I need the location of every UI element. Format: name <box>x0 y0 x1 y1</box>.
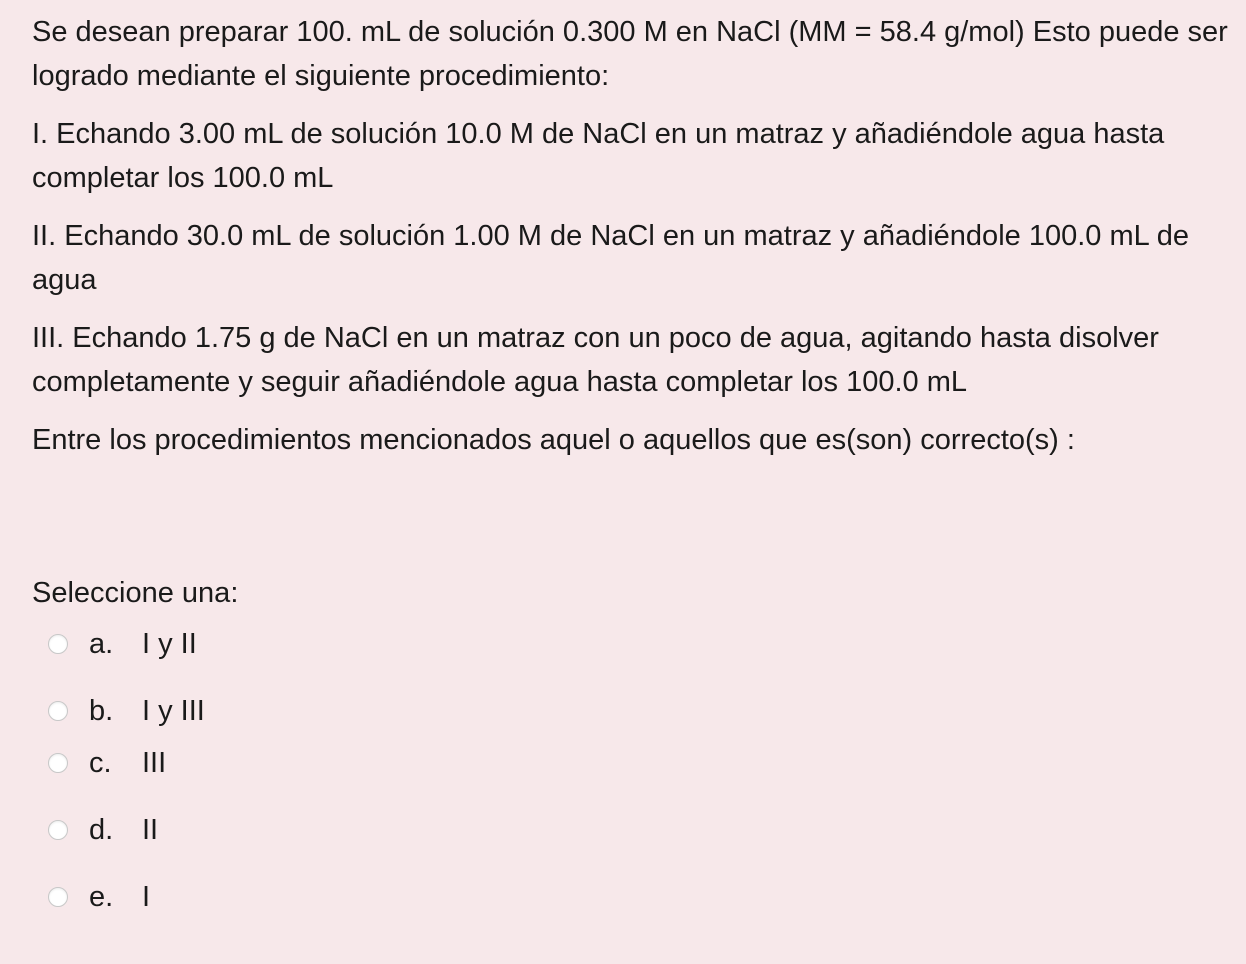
option-text: I y II <box>142 627 197 660</box>
select-prompt: Seleccione una: <box>32 577 239 609</box>
procedure-i: I. Echando 3.00 mL de solución 10.0 M de NaCl en un matraz y añadiéndole agua hasta completar los 100.0 mL <box>32 118 1165 194</box>
option-letter: a. <box>89 627 114 660</box>
radio-option-c[interactable] <box>48 753 68 773</box>
option-text: I <box>142 880 151 913</box>
question-statement: Se desean preparar 100. mL de solución 0.300 M en NaCl (MM = 58.4 g/mol) Esto puede ser logrado mediante el siguiente procedimiento: <box>32 16 1228 92</box>
question-container <box>32 10 1232 476</box>
option-text: III <box>142 746 167 779</box>
option-e[interactable] <box>48 877 150 917</box>
option-b[interactable] <box>48 691 205 731</box>
option-text: II <box>142 813 159 846</box>
option-d[interactable] <box>48 810 158 850</box>
option-text: I y III <box>142 694 205 727</box>
option-a[interactable] <box>48 624 197 664</box>
procedure-iii: III. Echando 1.75 g de NaCl en un matraz con un poco de agua, agitando hasta disolver completamente y seguir añadiéndole agua hasta completar los 100.0 mL <box>32 322 1159 398</box>
radio-option-a[interactable] <box>48 634 68 654</box>
question-ask: Entre los procedimientos mencionados aquel o aquellos que es(son) correcto(s) : <box>32 424 1075 456</box>
radio-option-b[interactable] <box>48 701 68 721</box>
option-letter: d. <box>89 813 114 846</box>
option-letter: b. <box>89 694 114 727</box>
option-letter: c. <box>89 746 112 779</box>
question-text <box>32 10 1232 462</box>
option-letter: e. <box>89 880 114 913</box>
radio-option-d[interactable] <box>48 820 68 840</box>
procedure-ii: II. Echando 30.0 mL de solución 1.00 M de NaCl en un matraz y añadiéndole 100.0 mL de agua <box>32 220 1189 296</box>
radio-option-e[interactable] <box>48 887 68 907</box>
option-c[interactable] <box>48 743 166 783</box>
